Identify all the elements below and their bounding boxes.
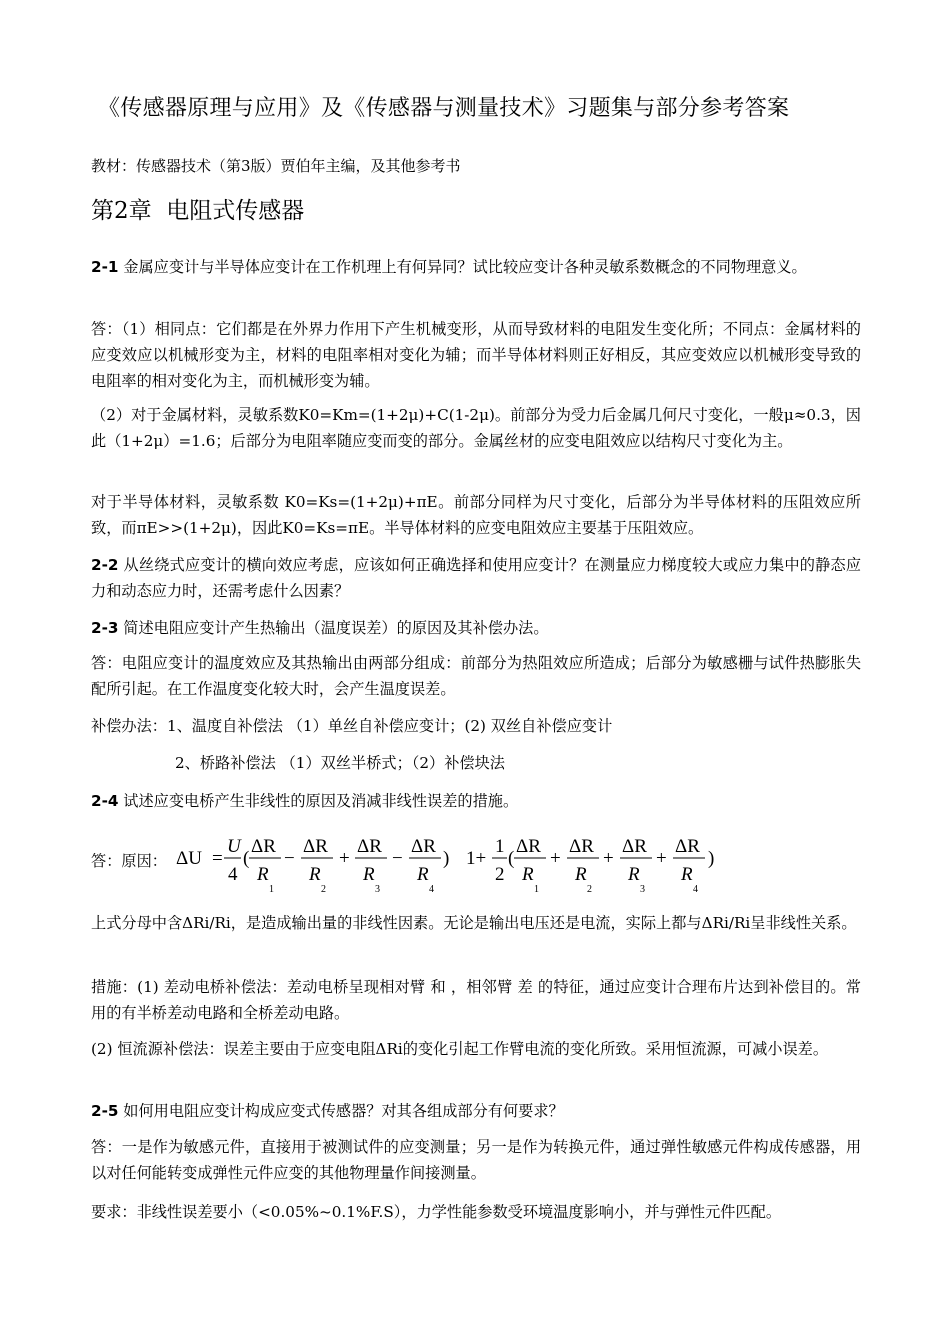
op2-3: + xyxy=(656,848,667,869)
answer-2-3: 答：电阻应变计的温度效应及其热输出由两部分组成：前部分为热阻效应所造成；后部分为敏感栅与试件热膨胀失配所引起。在工作温度变化较大时，会产生温度误差。 xyxy=(91,654,861,698)
svg-text:(: ( xyxy=(243,848,250,869)
term1-4-num: ΔR xyxy=(411,836,436,857)
term1-3-num: ΔR xyxy=(357,836,382,857)
op1-2: + xyxy=(339,848,350,869)
frac2-numerator: 1 xyxy=(495,836,505,857)
frac1-denominator: 4 xyxy=(228,864,238,885)
answer-2-1-part2: （2）对于金属材料，灵敏系数K0=Km=(1+2μ)+C(1-2μ)。前部分为受力后金属几何尺寸变化，一般μ≈0.3，因此（1+2μ）=1.6；后部分为电阻率随应变而变的部分。金属丝材的应变电阻效应以结构尺寸变化为主。 xyxy=(91,406,861,450)
op2-1: + xyxy=(550,848,561,869)
question-number: 2-2 xyxy=(91,556,119,574)
formula-lhs: ΔU xyxy=(176,848,202,869)
textbook-info: 教材：传感器技术（第3版）贾伯年主编，及其他参考书 xyxy=(91,157,461,175)
term1-3-sub: 3 xyxy=(375,884,380,894)
document-title: 《传感器原理与应用》及《传感器与测量技术》习题集与部分参考答案 xyxy=(98,96,790,121)
measure-2: (2) 恒流源补偿法：误差主要由于应变电阻ΔRi的变化引起工作臂电流的变化所致。采用恒流源，可减小误差。 xyxy=(91,1040,829,1058)
term2-2-den: R xyxy=(575,864,587,885)
term2-4-den: R xyxy=(681,864,693,885)
term1-4-den: R xyxy=(417,864,429,885)
formula-eq: = xyxy=(212,848,223,869)
question-text: 试述应变电桥产生非线性的原因及消减非线性误差的措施。 xyxy=(123,792,519,810)
answer-2-1-part3: 对于半导体材料，灵敏系数 K0=Ks=(1+2μ)+πE。前部分同样为尺寸变化，后部分为半导体材料的压阻效应所致，而πE>>(1+2μ)，因此K0=Ks=πE。半导体材料的应变电阻效应主要基于压阻效应。 xyxy=(91,493,861,537)
question-text: 金属应变计与半导体应变计在工作机理上有何异同？试比较应变计各种灵敏系数概念的不同物理意义。 xyxy=(123,258,807,276)
term2-4-num: ΔR xyxy=(675,836,700,857)
svg-text:): ) xyxy=(443,848,450,869)
compensation-method-1: 补偿办法：1、温度自补偿法 （1）单丝自补偿应变计；(2) 双丝自补偿应变计 xyxy=(91,717,613,735)
term2-2-num: ΔR xyxy=(569,836,594,857)
answer-2-5: 答：一是作为敏感元件，直接用于被测试件的应变测量；另一是作为转换元件，通过弹性敏感元件构成传感器，用以对任何能转变成弹性元件应变的其他物理量作间接测量。 xyxy=(91,1138,861,1182)
term2-2-sub: 2 xyxy=(587,884,592,894)
term2-3-den: R xyxy=(628,864,640,885)
term2-1-sub: 1 xyxy=(534,884,539,894)
svg-text:(: ( xyxy=(508,848,515,869)
question-text: 如何用电阻应变计构成应变式传感器？对其各组成部分有何要求？ xyxy=(123,1102,564,1120)
term2-3-sub: 3 xyxy=(640,884,645,894)
term2-3-num: ΔR xyxy=(622,836,647,857)
frac1-numerator: U xyxy=(227,836,241,857)
formula-explanation: 上式分母中含ΔRi/Ri，是造成输出量的非线性因素。无论是输出电压还是电流，实际上都与ΔRi/Ri呈非线性关系。 xyxy=(91,914,857,932)
answer-2-1-part1: 答：（1）相同点：它们都是在外界力作用下产生机械变形，从而导致材料的电阻发生变化所；不同点：金属材料的应变效应以机械形变为主，材料的电阻率相对变化为辅；而半导体材料则正好相反，其应变效应以机械形变导致的电阻率的相对变化为主，而机械形变为辅。 xyxy=(91,320,861,390)
measure-1: 措施：(1) 差动电桥补偿法：差动电桥呈现相对臂 和 ，相邻臂 差 的特征，通过应变计合理布片达到补偿目的。常用的有半桥差动电路和全桥差动电路。 xyxy=(91,978,861,1022)
term1-1-num: ΔR xyxy=(251,836,276,857)
requirements-2-5: 要求：非线性误差要小（<0.05%~0.1%F.S），力学性能参数受环境温度影响小，并与弹性元件匹配。 xyxy=(91,1203,782,1221)
compensation-method-2: 2、桥路补偿法 （1）双丝半桥式；（2）补偿块法 xyxy=(175,754,505,772)
op1-3: − xyxy=(392,848,403,869)
term1-1-den: R xyxy=(257,864,269,885)
term1-3-den: R xyxy=(363,864,375,885)
term1-2-num: ΔR xyxy=(303,836,328,857)
formula-label: 答：原因： xyxy=(91,852,167,870)
question-number: 2-5 xyxy=(91,1102,119,1120)
question-number: 2-4 xyxy=(91,792,119,810)
frac2-denominator: 2 xyxy=(495,864,505,885)
formula-one-plus: 1+ xyxy=(466,848,487,869)
question-2-2 xyxy=(91,552,861,604)
term1-2-sub: 2 xyxy=(321,884,326,894)
question-2-1 xyxy=(91,254,861,280)
question-text: 从丝绕式应变计的横向效应考虑，应该如何正确选择和使用应变计？在测量应力梯度较大或应力集中的静态应力和动态应力时，还需考虑什么因素？ xyxy=(91,556,862,600)
nonlinearity-formula xyxy=(91,832,871,894)
term2-4-sub: 4 xyxy=(693,884,698,894)
question-number: 2-3 xyxy=(91,619,119,637)
chapter-title: 电阻式传感器 xyxy=(166,198,305,224)
term2-1-num: ΔR xyxy=(516,836,541,857)
term1-1-sub: 1 xyxy=(269,884,274,894)
op2-2: + xyxy=(603,848,614,869)
question-2-3 xyxy=(91,615,861,641)
formula-svg xyxy=(91,832,871,894)
question-2-5 xyxy=(91,1098,861,1124)
term1-2-den: R xyxy=(309,864,321,885)
term2-1-den: R xyxy=(522,864,534,885)
chapter-heading xyxy=(91,196,861,226)
chapter-number: 第2章 xyxy=(91,198,152,224)
question-number: 2-1 xyxy=(91,258,119,276)
term1-4-sub: 4 xyxy=(429,884,434,894)
op1-1: − xyxy=(284,848,295,869)
question-text: 简述电阻应变计产生热输出（温度误差）的原因及其补偿办法。 xyxy=(123,619,549,637)
svg-text:): ) xyxy=(708,848,715,869)
question-2-4 xyxy=(91,788,861,814)
